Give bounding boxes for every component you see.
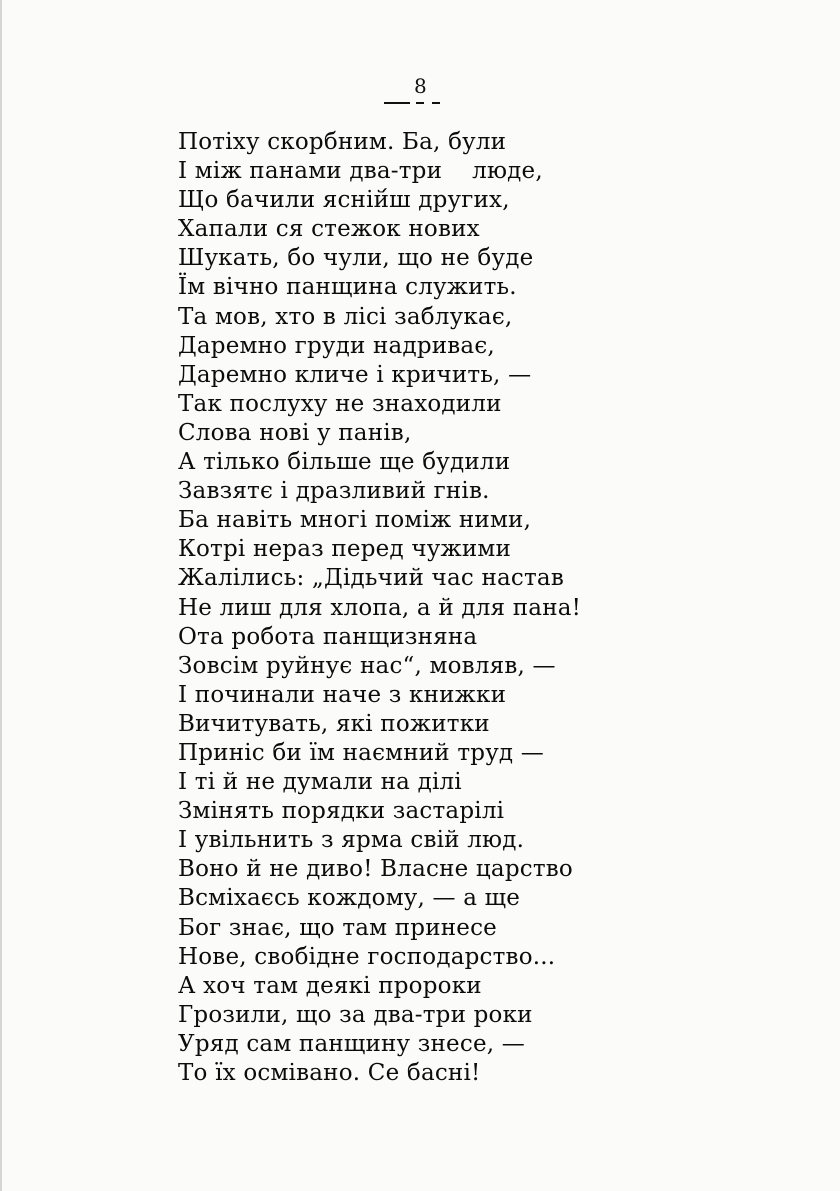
poem-line: Воно й не диво! Власне царство (178, 856, 573, 883)
poem-line: Ота робота панщизняна (178, 623, 478, 650)
poem-line: Що бачили ясній́ш других, (178, 187, 510, 214)
poem-line: Уряд сам панщину знесе, — (178, 1030, 525, 1057)
poem-line: А хоч там деякі пророки (178, 972, 482, 999)
poem-line: Котрі нераз перед чужими (178, 536, 511, 563)
poem-line: Даремно кличе і кричить, — (178, 361, 532, 388)
poem-line: Даремно груди надриває, (178, 332, 495, 359)
poem-line: Вичитувать, які пожитки (178, 710, 490, 737)
poem-line: Слова нові у панів, (178, 419, 412, 446)
poem-line: І починали наче з книжки (178, 681, 507, 708)
poem-line: І увільнить з ярма свій люд. (178, 827, 525, 854)
header-rule (384, 102, 410, 104)
poem-line: І між панами два-три люде, (178, 158, 543, 185)
poem-line: Грозили, що за два-три роки (178, 1001, 533, 1028)
poem-line: Нове, свобідне господарство... (178, 943, 556, 970)
page-header (382, 74, 462, 110)
poem-line: Зовсім руйнує нас“, мовляв, — (178, 652, 556, 679)
poem-line: Потіху скорбним. Ба, були (178, 129, 507, 155)
poem-line: Приніс би їм наємний труд — (178, 739, 544, 766)
header-rule (432, 102, 440, 104)
poem-line: Жалілись: „Дідьчий час настав (178, 565, 564, 592)
poem-line: Бог знає, що там принесе (178, 914, 497, 941)
page-number: 8 (414, 74, 427, 98)
poem-line: Завзятє і дразливий гнів. (178, 478, 490, 505)
header-rule (416, 102, 424, 104)
poem-line: Змінять порядки застарілі (178, 798, 505, 825)
poem-line: Шукать, бо чули, що не буде (178, 245, 534, 272)
poem-text (178, 128, 818, 1088)
poem-line: А тілько більше ще будили (178, 449, 511, 476)
poem-line: То їх осмівано. Се басні! (178, 1060, 481, 1086)
poem-line: Хапали ся стежок нових (178, 216, 480, 243)
poem-line: Ба навіть многі поміж ними, (178, 507, 532, 534)
poem-line: Не лиш для хлопа, а й для пана! (178, 594, 582, 621)
poem-line: Так послуху не знаходили (178, 390, 502, 417)
poem-line: Всміхаєсь кождому, — а ще (178, 885, 521, 912)
poem-line: Та мов, хто в лісі заблукає, (178, 303, 513, 330)
poem-line: І ті й не думали на ділі (178, 769, 462, 796)
poem-line: Їм вічно панщина служить. (178, 274, 517, 301)
